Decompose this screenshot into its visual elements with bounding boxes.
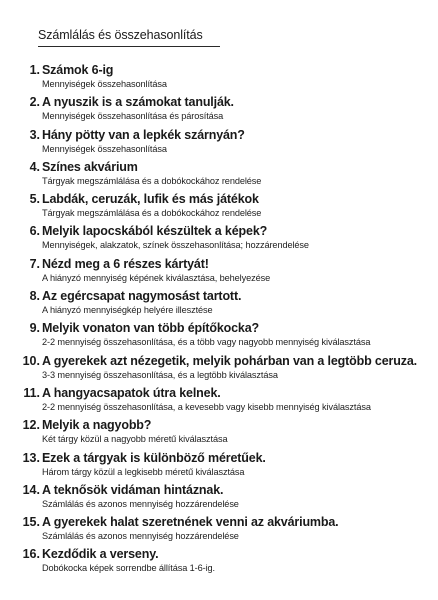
entry-description: Számlálás és azonos mennyiség hozzárendelése <box>42 531 239 542</box>
toc-entry-11 <box>20 386 430 418</box>
entry-number: 6. <box>29 224 40 239</box>
toc-entry-3 <box>20 128 430 160</box>
toc-entry-14 <box>20 483 430 515</box>
entry-number: 2. <box>29 95 40 110</box>
toc-entry-4 <box>20 160 430 192</box>
entry-number: 12. <box>22 418 40 433</box>
toc-entry-15 <box>20 515 430 547</box>
entry-title: Melyik lapocskából készültek a képek? <box>42 224 268 239</box>
entry-number: 1. <box>29 63 40 77</box>
entry-title: A hangyacsapatok útra kelnek. <box>42 385 221 400</box>
toc-entry-13 <box>20 451 430 483</box>
entry-number: 16. <box>22 547 40 562</box>
entry-description: Mennyiségek összehasonlítása <box>42 143 167 154</box>
entry-title: A teknősök vidáman hintáznak. <box>42 482 224 497</box>
entry-number: 9. <box>29 321 40 336</box>
entry-number: 7. <box>29 256 40 271</box>
entry-description: A hiányzó mennyiségkép helyére illesztése <box>42 305 213 316</box>
entry-description: 3-3 mennyiség összehasonlítása, és a legtöbb kiválasztása <box>42 369 278 380</box>
toc-entry-12 <box>20 418 430 450</box>
entry-description: Mennyiségek, alakzatok, színek összehasonlítása; hozzárendelése <box>42 240 309 251</box>
entry-number: 15. <box>22 515 40 530</box>
section-header <box>38 28 211 43</box>
entry-title: Labdák, ceruzák, lufik és más játékok <box>42 192 259 207</box>
toc-entry-1 <box>20 63 430 95</box>
entry-title: Kezdődik a verseny. <box>42 547 159 562</box>
entry-description: Dobókocka képek sorrendbe állítása 1-6-ig. <box>42 563 216 574</box>
entry-title: Számok 6-ig <box>42 63 114 77</box>
entry-number: 13. <box>22 450 40 465</box>
toc-entry-2 <box>20 95 430 127</box>
toc-entry-5 <box>20 192 430 224</box>
entry-description: Számlálás és azonos mennyiség hozzárendelése <box>42 498 239 509</box>
entry-description: A hiányzó mennyiség képének kiválasztása, behelyezése <box>42 272 271 283</box>
toc-entry-6 <box>20 224 430 256</box>
section-title: Számlálás és összehasonlítás <box>38 28 203 42</box>
entry-number: 11. <box>23 385 40 400</box>
entry-description: Mennyiségek összehasonlítása <box>42 79 167 89</box>
entry-description: 2-2 mennyiség összehasonlítása, és a több vagy nagyobb mennyiség kiválasztása <box>42 337 371 348</box>
entry-title: A nyuszik is a számokat tanulják. <box>42 95 234 110</box>
entry-number: 14. <box>22 482 40 497</box>
entry-title: A gyerekek azt nézegetik, melyik pohárban van a legtöbb ceruza. <box>42 353 417 368</box>
table-of-contents <box>20 63 430 580</box>
entry-title: Az egércsapat nagymosást tartott. <box>42 289 242 304</box>
entry-number: 3. <box>29 127 40 142</box>
entry-number: 10. <box>22 353 40 368</box>
entry-description: 2-2 mennyiség összehasonlítása, a kevesebb vagy kisebb mennyiség kiválasztása <box>42 401 371 412</box>
entry-title: Melyik a nagyobb? <box>42 418 152 433</box>
toc-entry-7 <box>20 257 430 289</box>
entry-title: Hány pötty van a lepkék szárnyán? <box>42 127 245 142</box>
entry-description: Tárgyak megszámlálása és a dobókockához rendelése <box>42 208 262 219</box>
toc-entry-16 <box>20 547 430 579</box>
entry-title: Melyik vonaton van több építőkocka? <box>42 321 260 336</box>
toc-entry-8 <box>20 289 430 321</box>
entry-description: Mennyiségek összehasonlítása és párosítása <box>42 111 224 122</box>
entry-number: 8. <box>29 289 40 304</box>
entry-title: Nézd meg a 6 részes kártyát! <box>42 256 209 271</box>
toc-entry-9 <box>20 321 430 353</box>
header-underline <box>38 46 220 47</box>
entry-title: Ezek a tárgyak is különböző méretűek. <box>42 450 266 465</box>
entry-number: 5. <box>29 192 40 207</box>
entry-title: A gyerekek halat szeretnének venni az akváriumba. <box>42 515 339 530</box>
entry-title: Színes akvárium <box>42 159 138 174</box>
entry-description: Két tárgy közül a nagyobb méretű kiválasztása <box>42 434 228 445</box>
toc-entry-10 <box>20 354 430 386</box>
entry-description: Tárgyak megszámlálása és a dobókockához rendelése <box>42 175 262 186</box>
entry-description: Három tárgy közül a legkisebb méretű kiválasztása <box>42 466 245 477</box>
entry-number: 4. <box>29 159 40 174</box>
